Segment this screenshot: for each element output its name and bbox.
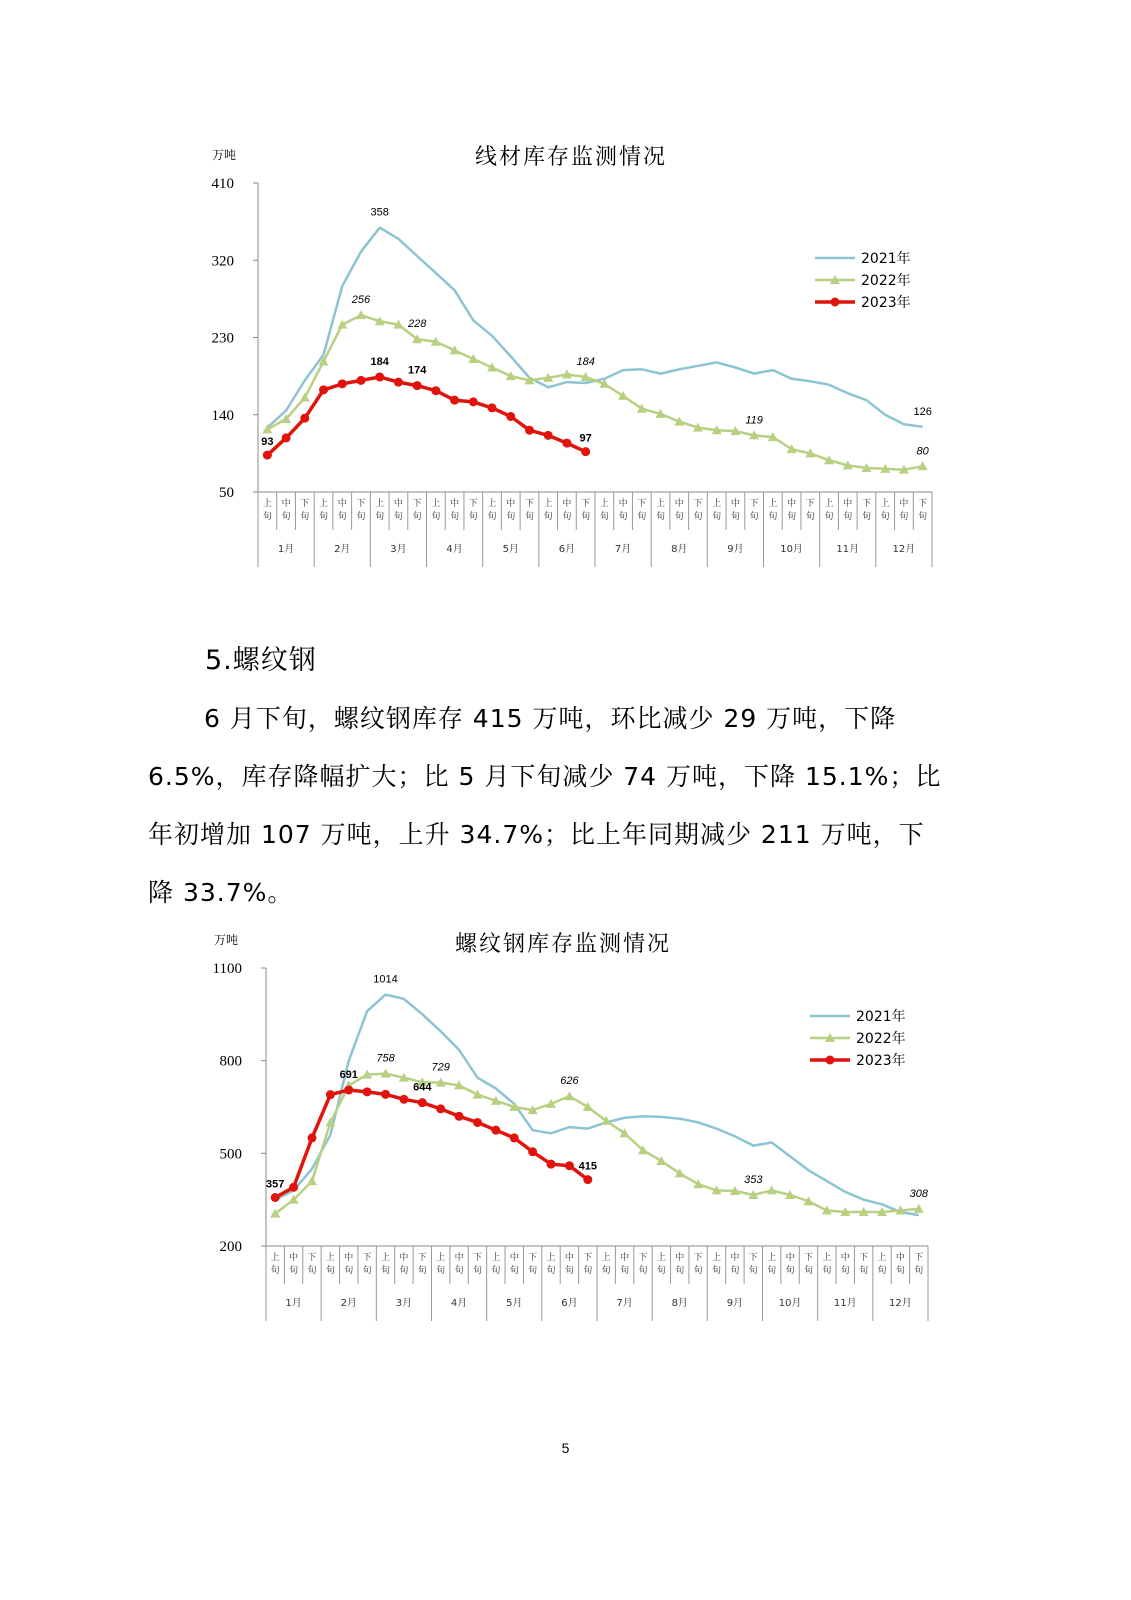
x-period-label-top: 上 <box>381 1253 391 1263</box>
x-period-label-bottom: 旬 <box>506 512 516 522</box>
x-period-label-top: 下 <box>472 1253 482 1263</box>
x-period-label-bottom: 旬 <box>344 1266 354 1276</box>
legend-marker <box>831 298 840 307</box>
x-month-label: 1月 <box>285 1298 302 1309</box>
data-point <box>413 381 422 390</box>
data-point <box>583 1175 592 1184</box>
x-month-label: 6月 <box>558 544 576 555</box>
x-period-label-bottom: 旬 <box>468 512 478 522</box>
x-period-label-bottom: 旬 <box>375 512 385 522</box>
x-period-label-bottom: 旬 <box>861 512 871 522</box>
x-month-label: 11月 <box>833 1298 857 1309</box>
data-label: 691 <box>339 1069 358 1082</box>
wire-rod-chart-svg <box>0 140 1131 580</box>
x-period-label-top: 下 <box>914 1253 924 1263</box>
series-line-2022年 <box>267 315 922 470</box>
data-point <box>583 1102 593 1111</box>
x-month-label: 4月 <box>446 544 463 555</box>
data-point <box>375 372 384 381</box>
y-tick-label: 50 <box>219 485 234 501</box>
data-label: 353 <box>744 1174 763 1187</box>
x-period-label-top: 上 <box>656 499 666 509</box>
x-period-label-top: 中 <box>289 1253 299 1263</box>
rebar-chart-svg <box>0 925 1131 1335</box>
x-month-label: 7月 <box>616 1298 633 1309</box>
y-tick-label: 230 <box>211 330 234 347</box>
data-point <box>450 396 459 405</box>
data-point <box>528 1147 537 1156</box>
x-period-label-bottom: 旬 <box>417 1266 427 1276</box>
data-point <box>356 310 366 319</box>
x-period-label-top: 下 <box>362 1253 372 1263</box>
x-period-label-top: 中 <box>344 1253 354 1263</box>
x-period-label-bottom: 旬 <box>262 512 272 522</box>
y-tick-label: 800 <box>219 1053 242 1070</box>
data-point <box>656 1156 666 1165</box>
x-period-label-bottom: 旬 <box>840 1266 850 1276</box>
x-period-label-top: 中 <box>785 1253 795 1263</box>
x-period-label-bottom: 旬 <box>620 1266 630 1276</box>
x-period-label-bottom: 旬 <box>454 1266 464 1276</box>
y-tick-label: 500 <box>219 1146 242 1163</box>
y-tick-label: 320 <box>211 253 234 270</box>
x-period-label-bottom: 旬 <box>528 1266 538 1276</box>
x-period-label-bottom: 旬 <box>564 1266 574 1276</box>
x-period-label-top: 中 <box>674 499 684 509</box>
x-period-label-top: 下 <box>528 1253 538 1263</box>
data-point <box>326 1090 335 1099</box>
data-point <box>344 1086 353 1095</box>
legend-marker <box>826 1056 835 1065</box>
x-period-label-top: 下 <box>412 499 422 509</box>
x-period-label-top: 下 <box>356 499 366 509</box>
data-point <box>431 386 440 395</box>
x-period-label-top: 中 <box>730 499 740 509</box>
x-period-label-top: 上 <box>656 1253 666 1263</box>
x-period-label-top: 上 <box>270 1253 280 1263</box>
data-point <box>436 1104 445 1113</box>
legend-label: 2021年 <box>856 1009 906 1025</box>
x-period-label-bottom: 旬 <box>412 512 422 522</box>
data-point <box>693 1179 703 1188</box>
x-period-label-bottom: 旬 <box>583 1266 593 1276</box>
rebar-inventory-chart <box>0 925 1131 1335</box>
x-period-label-top: 上 <box>546 1253 556 1263</box>
x-period-label-top: 下 <box>583 1253 593 1263</box>
data-label: 119 <box>745 414 763 427</box>
x-period-label-top: 上 <box>768 499 778 509</box>
x-period-label-bottom: 旬 <box>674 512 684 522</box>
x-period-label-top: 上 <box>824 499 834 509</box>
data-point <box>562 439 571 448</box>
x-month-label: 5月 <box>506 1298 523 1309</box>
x-period-label-top: 中 <box>393 499 403 509</box>
data-point <box>564 1091 574 1100</box>
data-point <box>363 1087 372 1096</box>
x-period-label-bottom: 旬 <box>487 512 497 522</box>
data-point <box>473 1118 482 1127</box>
x-month-label: 10月 <box>780 544 803 555</box>
data-point <box>767 1185 777 1194</box>
x-period-label-bottom: 旬 <box>450 512 460 522</box>
x-period-label-top: 上 <box>880 499 890 509</box>
x-period-label-bottom: 旬 <box>749 512 759 522</box>
x-period-label-bottom: 旬 <box>730 512 740 522</box>
x-period-label-bottom: 旬 <box>601 1266 611 1276</box>
data-point <box>319 385 328 394</box>
x-month-label: 2月 <box>340 1298 357 1309</box>
x-period-label-top: 下 <box>693 499 703 509</box>
data-label: 644 <box>413 1081 432 1094</box>
x-period-label-top: 下 <box>805 499 815 509</box>
x-period-label-bottom: 旬 <box>362 1266 372 1276</box>
data-point <box>491 1126 500 1135</box>
x-period-label-bottom: 旬 <box>436 1266 446 1276</box>
data-label: 358 <box>370 206 389 219</box>
data-label: 126 <box>913 405 932 418</box>
x-period-label-top: 中 <box>337 499 347 509</box>
x-period-label-bottom: 旬 <box>431 512 441 522</box>
x-period-label-bottom: 旬 <box>843 512 853 522</box>
x-month-label: 8月 <box>671 544 688 555</box>
x-period-label-bottom: 旬 <box>767 1266 777 1276</box>
x-period-label-top: 下 <box>638 1253 648 1263</box>
x-period-label-top: 中 <box>509 1253 519 1263</box>
x-period-label-top: 中 <box>675 1253 685 1263</box>
data-point <box>510 1133 519 1142</box>
x-period-label-bottom: 旬 <box>859 1266 869 1276</box>
x-month-label: 1月 <box>277 544 295 555</box>
x-period-label-bottom: 旬 <box>300 512 310 522</box>
x-period-label-top: 中 <box>399 1253 409 1263</box>
data-point <box>399 1095 408 1104</box>
data-point <box>565 1161 574 1170</box>
data-label: 97 <box>579 432 592 445</box>
data-label: 357 <box>266 1178 285 1191</box>
x-month-label: 3月 <box>390 544 407 555</box>
x-period-label-bottom: 旬 <box>730 1266 740 1276</box>
x-period-label-top: 下 <box>803 1253 813 1263</box>
series-line-2021年 <box>275 995 919 1216</box>
x-period-label-bottom: 旬 <box>637 512 647 522</box>
x-period-label-bottom: 旬 <box>693 512 703 522</box>
legend-label: 2023年 <box>856 1053 906 1069</box>
x-period-label-top: 下 <box>307 1253 317 1263</box>
x-period-label-bottom: 旬 <box>656 512 666 522</box>
x-period-label-bottom: 旬 <box>472 1266 482 1276</box>
x-period-label-top: 上 <box>599 499 609 509</box>
data-point <box>263 451 272 460</box>
x-period-label-bottom: 旬 <box>638 1266 648 1276</box>
x-period-label-top: 上 <box>319 499 329 509</box>
x-period-label-bottom: 旬 <box>693 1266 703 1276</box>
x-month-label: 4月 <box>450 1298 468 1309</box>
x-period-label-top: 中 <box>787 499 797 509</box>
data-label: 729 <box>431 1061 450 1074</box>
x-period-label-top: 下 <box>918 499 928 509</box>
x-period-label-top: 中 <box>620 1253 630 1263</box>
x-period-label-bottom: 旬 <box>281 512 291 522</box>
x-period-label-bottom: 旬 <box>787 512 797 522</box>
legend-label: 2021年 <box>861 251 911 267</box>
x-period-label-top: 上 <box>822 1253 832 1263</box>
x-period-label-bottom: 旬 <box>914 1266 924 1276</box>
section-heading: 5.螺纹钢 <box>205 645 317 676</box>
data-label: 228 <box>407 318 427 331</box>
wire-rod-inventory-chart <box>0 140 1131 580</box>
x-period-label-bottom: 旬 <box>918 512 928 522</box>
x-month-label: 2月 <box>334 544 351 555</box>
data-point <box>506 412 515 421</box>
data-label: 415 <box>578 1160 597 1173</box>
x-period-label-top: 中 <box>506 499 516 509</box>
x-period-label-bottom: 旬 <box>381 1266 391 1276</box>
x-period-label-top: 上 <box>375 499 385 509</box>
x-period-label-top: 上 <box>491 1253 501 1263</box>
data-label: 758 <box>376 1052 395 1065</box>
x-period-label-top: 下 <box>468 499 478 509</box>
x-period-label-bottom: 旬 <box>543 512 553 522</box>
data-point <box>307 1176 317 1185</box>
data-point <box>394 378 403 387</box>
data-label: 184 <box>576 355 595 368</box>
x-period-label-top: 下 <box>859 1253 869 1263</box>
x-period-label-bottom: 旬 <box>307 1266 317 1276</box>
x-period-label-top: 下 <box>524 499 534 509</box>
x-period-label-bottom: 旬 <box>824 512 834 522</box>
legend-label: 2022年 <box>861 273 911 289</box>
x-period-label-bottom: 旬 <box>546 1266 556 1276</box>
x-period-label-top: 中 <box>895 1253 905 1263</box>
x-month-label: 9月 <box>726 1298 744 1309</box>
x-period-label-bottom: 旬 <box>618 512 628 522</box>
x-period-label-top: 中 <box>899 499 909 509</box>
y-axis-unit: 万吨 <box>213 933 239 947</box>
x-period-label-bottom: 旬 <box>562 512 572 522</box>
x-period-label-bottom: 旬 <box>880 512 890 522</box>
x-period-label-top: 上 <box>436 1253 446 1263</box>
legend-label: 2022年 <box>856 1031 906 1047</box>
x-period-label-top: 上 <box>543 499 553 509</box>
x-period-label-bottom: 旬 <box>399 1266 409 1276</box>
x-period-label-bottom: 旬 <box>803 1266 813 1276</box>
x-period-label-top: 中 <box>843 499 853 509</box>
chart-title: 螺纹钢库存监测情况 <box>454 932 672 957</box>
x-month-label: 12月 <box>892 544 916 555</box>
x-period-label-top: 上 <box>325 1253 335 1263</box>
x-period-label-top: 下 <box>861 499 871 509</box>
data-point <box>289 1183 298 1192</box>
x-period-label-bottom: 旬 <box>675 1266 685 1276</box>
x-period-label-top: 上 <box>712 1253 722 1263</box>
rebar-summary-paragraph <box>148 690 988 922</box>
y-tick-label: 140 <box>211 407 234 424</box>
x-period-label-bottom: 旬 <box>877 1266 887 1276</box>
x-period-label-top: 上 <box>431 499 441 509</box>
x-period-label-top: 中 <box>730 1253 740 1263</box>
x-period-label-top: 上 <box>601 1253 611 1263</box>
x-month-label: 10月 <box>778 1298 802 1309</box>
series-line-2023年 <box>267 377 585 455</box>
y-tick-label: 1100 <box>212 961 242 977</box>
paragraph-line: 6 月下旬，螺纹钢库存 415 万吨，环比减少 29 万吨，下降 <box>204 704 897 733</box>
data-point <box>338 379 347 388</box>
data-point <box>282 433 291 442</box>
x-period-label-top: 上 <box>487 499 497 509</box>
x-month-label: 11月 <box>836 544 860 555</box>
x-period-label-top: 中 <box>450 499 460 509</box>
x-period-label-top: 上 <box>767 1253 777 1263</box>
x-period-label-top: 下 <box>749 499 759 509</box>
y-axis-unit: 万吨 <box>211 148 237 162</box>
x-period-label-top: 下 <box>300 499 310 509</box>
x-period-label-bottom: 旬 <box>712 512 722 522</box>
x-period-label-bottom: 旬 <box>319 512 329 522</box>
data-label: 308 <box>909 1187 928 1200</box>
x-period-label-bottom: 旬 <box>748 1266 758 1276</box>
paragraph-line: 6.5%，库存降幅扩大；比 5 月下旬减少 74 万吨，下降 15.1%；比 <box>148 762 942 791</box>
x-period-label-bottom: 旬 <box>899 512 909 522</box>
x-period-label-top: 下 <box>637 499 647 509</box>
x-month-label: 12月 <box>889 1298 912 1309</box>
x-period-label-top: 中 <box>454 1253 464 1263</box>
x-period-label-bottom: 旬 <box>491 1266 501 1276</box>
x-period-label-bottom: 旬 <box>270 1266 280 1276</box>
x-period-label-bottom: 旬 <box>581 512 591 522</box>
data-point <box>581 447 590 456</box>
data-point <box>356 376 365 385</box>
x-period-label-bottom: 旬 <box>509 1266 519 1276</box>
x-period-label-bottom: 旬 <box>822 1266 832 1276</box>
y-tick-label: 410 <box>211 176 234 192</box>
x-period-label-bottom: 旬 <box>656 1266 666 1276</box>
x-period-label-bottom: 旬 <box>393 512 403 522</box>
x-period-label-top: 中 <box>281 499 291 509</box>
x-month-label: 5月 <box>502 544 519 555</box>
data-point <box>307 1133 316 1142</box>
data-point <box>418 1098 427 1107</box>
x-period-label-bottom: 旬 <box>805 512 815 522</box>
data-label: 174 <box>407 364 427 377</box>
data-label: 256 <box>351 294 371 307</box>
data-label: 184 <box>370 355 389 368</box>
x-period-label-bottom: 旬 <box>325 1266 335 1276</box>
x-period-label-bottom: 旬 <box>599 512 609 522</box>
x-period-label-bottom: 旬 <box>712 1266 722 1276</box>
x-period-label-top: 中 <box>840 1253 850 1263</box>
x-period-label-top: 中 <box>562 499 572 509</box>
data-point <box>300 393 310 402</box>
data-point <box>488 403 497 412</box>
data-label: 93 <box>261 436 274 449</box>
x-month-label: 3月 <box>395 1298 413 1309</box>
data-label: 1014 <box>373 973 398 986</box>
data-point <box>469 397 478 406</box>
x-period-label-top: 中 <box>564 1253 574 1263</box>
series-line-2022年 <box>275 1074 919 1214</box>
data-point <box>381 1090 390 1099</box>
paragraph-line: 年初增加 107 万吨，上升 34.7%；比上年同期减少 211 万吨，下 <box>148 820 925 849</box>
x-month-label: 8月 <box>671 1298 688 1309</box>
x-month-label: 6月 <box>561 1298 578 1309</box>
x-period-label-bottom: 旬 <box>768 512 778 522</box>
x-period-label-top: 上 <box>262 499 272 509</box>
x-month-label: 7月 <box>614 544 632 555</box>
x-period-label-top: 下 <box>693 1253 703 1263</box>
x-period-label-top: 中 <box>618 499 628 509</box>
data-point <box>547 1160 556 1169</box>
x-period-label-top: 上 <box>712 499 722 509</box>
x-period-label-top: 上 <box>877 1253 887 1263</box>
data-point <box>544 431 553 440</box>
chart-title: 线材库存监测情况 <box>474 145 668 170</box>
x-period-label-bottom: 旬 <box>524 512 534 522</box>
x-period-label-bottom: 旬 <box>785 1266 795 1276</box>
data-point <box>271 1193 280 1202</box>
y-tick-label: 200 <box>219 1239 242 1255</box>
data-label: 80 <box>916 445 929 458</box>
data-point <box>455 1112 464 1121</box>
x-period-label-bottom: 旬 <box>289 1266 299 1276</box>
paragraph-line: 降 33.7%。 <box>148 878 294 907</box>
x-period-label-top: 下 <box>748 1253 758 1263</box>
x-month-label: 9月 <box>727 544 744 555</box>
x-period-label-top: 下 <box>581 499 591 509</box>
x-period-label-bottom: 旬 <box>895 1266 905 1276</box>
data-point <box>300 414 309 423</box>
x-period-label-top: 下 <box>417 1253 427 1263</box>
legend-label: 2023年 <box>861 295 911 311</box>
data-point <box>525 426 534 435</box>
page-number: 5 <box>561 1440 570 1456</box>
data-label: 626 <box>560 1075 579 1088</box>
x-period-label-bottom: 旬 <box>356 512 366 522</box>
x-period-label-bottom: 旬 <box>337 512 347 522</box>
